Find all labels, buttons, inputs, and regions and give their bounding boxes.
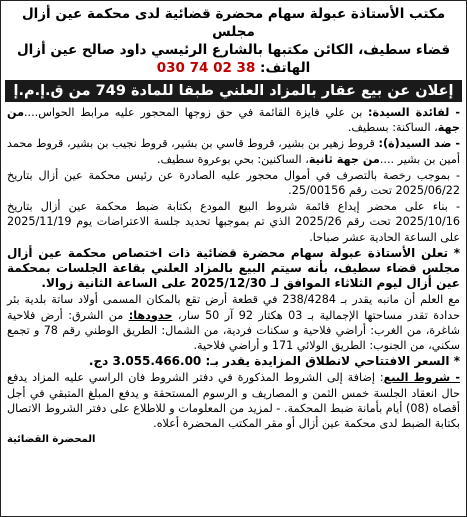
plaintiff-label: - لفائدة السيدة: — [368, 106, 460, 119]
plaintiff-side: من جهة — [7, 106, 460, 135]
license-paragraph: - بموجب رخصة بالتصرف في أموال محجور عليه الصادرة عن رئيس محكمة عين أزال بتاريخ 2025/06/22 تحت رقم 25/00156. — [7, 168, 460, 198]
phone-label: الهاتف: — [255, 60, 311, 76]
property-text-b: من الشرق: أرض فلاحية شاغرة، من الغرب: أراضي فلاحية و سكنات فردية، من الشمال: الطريق الوطني رقم 78 و تجمع سكني، من الجنوب: الطريق الولائي 171 و أراضي فلاحية. — [7, 308, 460, 353]
property-description — [7, 292, 460, 353]
deposit-paragraph: - بناء على محضر إيداع قائمة شروط البيع المودع بكتابة ضبط محكمة عين أزال بتاريخ 2025/10/16 تحت رقم 2025/26 الذي تم بموجبها تحديد جلسة الاعتراضات يوم 2025/11/19 على الساعة الحادية عشر صباحا. — [7, 200, 460, 244]
defendant-side: من جهة ثانية — [308, 152, 380, 166]
defendant-text: قروط زهير بن بشير، قروط قاسي بن بشير، قروط نجيب بن بشير، قروط محمد أمين بن بشير .... — [7, 137, 460, 166]
notice-title-banner: إعلان عن بيع عقار بالمزاد العلني طبقا للمادة 749 من ق.إ.م.إ — [5, 80, 462, 102]
sale-conditions — [7, 370, 460, 431]
office-phone — [7, 59, 460, 77]
conditions-text: : إضافة إلى الشروط المذكورة في دفتر الشروط فان الراسي عليه المزاد يدفع حال انعقاد الجلسة خمس الثمن و المصاريف و الرسوم المستحقة و يدفع المبلغ المتبقي في أجل أقصاه (08) أيام بأمانة ضبط المحكمة. - لمزيد من المعلومات و للاطلاع على دفتر الشروط الاتصال بكتابة الضبط لدى محكمة عين أزال أو مقر المكتب المحضرة أعلاه. — [7, 371, 460, 431]
phone-number: 030 74 02 38 — [156, 60, 256, 76]
defendant-tail: ، الساكنين: بحي بوعروة سطيف. — [157, 152, 309, 166]
plaintiff-tail: ، الساكنة: بسطيف. — [347, 121, 438, 135]
plaintiff-paragraph — [7, 105, 460, 135]
defendant-label: - ضد السيد(ة): — [378, 137, 460, 151]
borders-label: حدودها: — [128, 308, 173, 322]
bailiff-signature: المحضرة القضائية — [7, 434, 96, 446]
office-header — [1, 1, 466, 77]
property-text-a: مع العلم أن مانبه يقدر بـ 238/4284 في قطعة أرض تقع بالمكان المسمى أولاد ساتة بلدية بئر حدادة تقدر مساحتها الإجمالية بـ 03 هكتار 92 آر 50 سار، — [7, 293, 461, 322]
notice-body — [1, 105, 466, 431]
notice-footer — [1, 432, 466, 447]
auction-announcement: * تعلن الأستاذة عبولة سهام محضرة قضائية ذات اختصاص محكمة عين أزال مجلس قضاء سطيف، بأنه سيتم البيع بالمزاد العلني بقاعة الجلسات بمحكمة عين أزال ليوم الثلاثاء الموافق لـ 2025/12/30 على الساعة الثانية زوالا. — [7, 245, 460, 291]
plaintiff-text: بن علي فايزة القائمة في حق زوجها المحجور عليه مرابط الحواس.... — [24, 106, 369, 119]
opening-price: * السعر الافتتاحي لانطلاق المزايدة يقدر بـ: 3.055.466.00 دج. — [88, 354, 460, 369]
conditions-label: - شروط البيع — [383, 371, 461, 385]
defendant-paragraph — [7, 136, 460, 166]
office-line-2: قضاء سطيف، الكائن مكتبها بالشارع الرئيسي داود صالح عين أزال — [16, 42, 451, 58]
office-line-1: مكتب الأستاذة عبولة سهام محضرة قضائية لدى محكمة عين أزال مجلس — [21, 6, 446, 40]
